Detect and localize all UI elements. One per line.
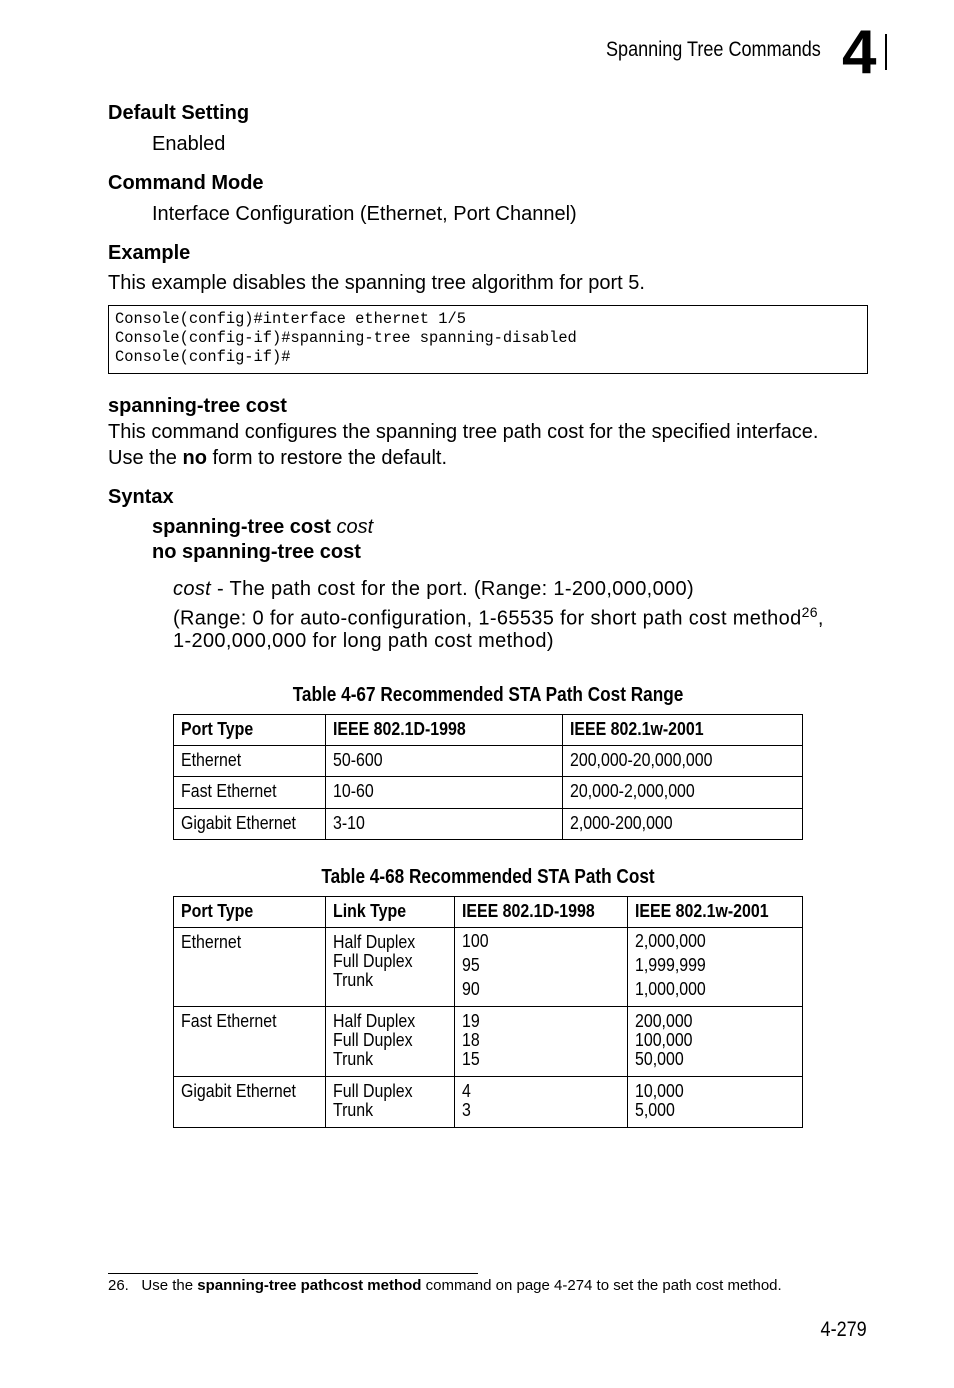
- syntax-heading: Syntax: [108, 486, 174, 508]
- page-number: 4-279: [820, 1318, 867, 1341]
- table-row: [174, 746, 803, 777]
- table-cell: 3-10: [325, 809, 563, 840]
- table-cell: 20,000-2,000,000: [563, 777, 803, 809]
- table-cell: Full Duplex Trunk: [325, 1077, 455, 1128]
- syntax-line-1: spanning-tree cost cost: [152, 516, 374, 538]
- code-line: Console(config-if)#spanning-tree spanning-disabled: [115, 329, 577, 347]
- command-mode-heading: Command Mode: [108, 172, 264, 194]
- table-row: [174, 1007, 803, 1077]
- table-cell: 200,000-20,000,000: [563, 746, 803, 777]
- parameter-range: (Range: 0 for auto-configuration, 1-65535 for short path cost method$^{26}$,: [173, 604, 824, 630]
- table-header-row: [174, 715, 803, 746]
- parameter-description: cost - The path cost for the port. (Range: 1-200,000,000): [173, 578, 694, 600]
- command-heading: spanning-tree cost: [108, 395, 287, 417]
- table-cell: Gigabit Ethernet: [174, 809, 326, 840]
- table-cell: 100 95 90: [455, 928, 628, 1007]
- table-cell: 4 3: [455, 1077, 628, 1128]
- table1-caption: Table 4-67 Recommended STA Path Cost Range: [292, 684, 684, 706]
- chapter-number: 4: [842, 18, 877, 87]
- column-header: IEEE 802.1D-1998: [455, 897, 628, 928]
- table-cell: Fast Ethernet: [174, 777, 326, 809]
- parameter-range-line3: 1-200,000,000 for long path cost method): [173, 630, 554, 652]
- syntax-line-2: no spanning-tree cost: [152, 541, 361, 563]
- footnote: 26. Use the spanning-tree pathcost method command on page 4-274 to set the path cost method.: [108, 1277, 782, 1294]
- column-header: Link Type: [325, 897, 455, 928]
- table-cell: Gigabit Ethernet: [174, 1077, 326, 1128]
- table-header-row: [174, 897, 803, 928]
- running-header: Spanning Tree Commands: [606, 38, 821, 61]
- command-description: This command configures the spanning tree path cost for the specified interface.: [108, 421, 819, 443]
- command-mode-value: Interface Configuration (Ethernet, Port Channel): [152, 203, 577, 225]
- table-cell: 200,000 100,000 50,000: [628, 1007, 803, 1077]
- command-description-line2: Use the no form to restore the default.: [108, 447, 448, 469]
- table-cell: 19 18 15: [455, 1007, 628, 1077]
- table-cell: 10-60: [325, 777, 563, 809]
- path-cost-range-table: [173, 714, 803, 840]
- default-setting-value: Enabled: [152, 133, 226, 155]
- table-row: [174, 809, 803, 840]
- column-header: IEEE 802.1w-2001: [628, 897, 803, 928]
- table-cell: 10,000 5,000: [628, 1077, 803, 1128]
- footnote-divider: [108, 1273, 478, 1274]
- column-header: IEEE 802.1D-1998: [325, 715, 563, 746]
- column-header: Port Type: [174, 715, 326, 746]
- code-line: Console(config-if)#: [115, 348, 291, 366]
- table-cell: Ethernet: [174, 928, 326, 1007]
- code-line: Console(config)#interface ethernet 1/5: [115, 310, 466, 328]
- table2-caption: Table 4-68 Recommended STA Path Cost: [321, 866, 655, 888]
- column-header: IEEE 802.1w-2001: [563, 715, 803, 746]
- table-cell: 2,000,000 1,999,999 1,000,000: [628, 928, 803, 1007]
- example-text: This example disables the spanning tree algorithm for port 5.: [108, 272, 645, 294]
- table-row: [174, 1077, 803, 1128]
- path-cost-table: [173, 896, 803, 1128]
- column-header: Port Type: [174, 897, 326, 928]
- footnote-reference: 26: [801, 604, 818, 620]
- default-setting-heading: Default Setting: [108, 102, 250, 124]
- table-cell: Half Duplex Full Duplex Trunk: [325, 928, 455, 1007]
- table-row: [174, 928, 803, 1007]
- table-cell: 50-600: [325, 746, 563, 777]
- table-cell: Half Duplex Full Duplex Trunk: [325, 1007, 455, 1077]
- chapter-tab-bar: [885, 34, 887, 70]
- table-cell: Ethernet: [174, 746, 326, 777]
- example-heading: Example: [108, 242, 191, 264]
- table-row: [174, 777, 803, 809]
- table-cell: Fast Ethernet: [174, 1007, 326, 1077]
- table-cell: 2,000-200,000: [563, 809, 803, 840]
